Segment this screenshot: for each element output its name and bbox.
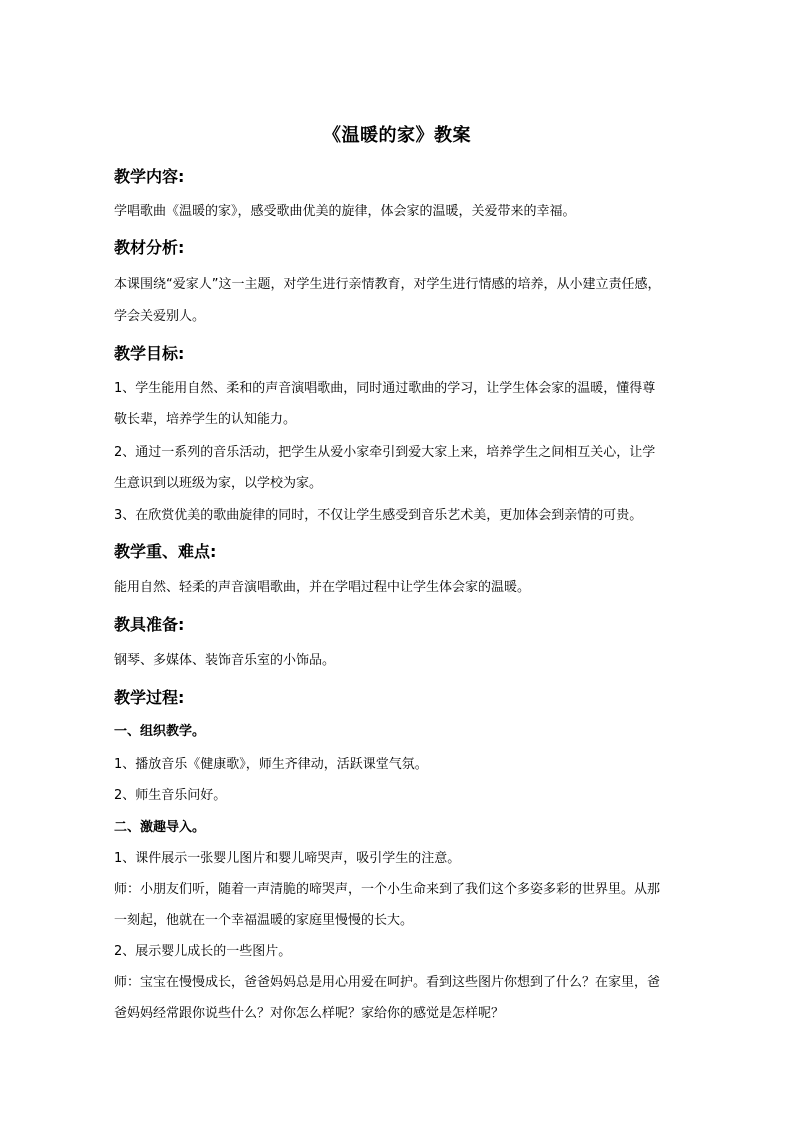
goal-3: 3、在欣赏优美的歌曲旋律的同时，不仅让学生感受到音乐艺术美，更加体会到亲情的可贵。 (114, 508, 643, 523)
goal-1-line-1: 1、学生能用自然、柔和的声音演唱歌曲，同时通过歌曲的学习，让学生体会家的温暖，懂得尊 (114, 381, 656, 396)
teacher-line-1a: 师：小朋友们听，随着一声清脆的啼哭声，一个小生命来到了我们这个多姿多彩的世界里。从那 (114, 882, 661, 897)
goal-2-line-2: 生意识到以班级为家，以学校为家。 (114, 476, 323, 491)
heading-key-points: 教学重、难点: (114, 542, 217, 561)
page-title: 《温暖的家》教案 (323, 125, 471, 146)
teacher-line-2b: 爸妈妈经常跟你说些什么？对你怎么样呢？家给你的感觉是怎样呢？ (114, 1006, 505, 1021)
analysis-text-line-1: 本课围绕“爱家人”这一主题，对学生进行亲情教育，对学生进行情感的培养，从小建立责任感， (114, 277, 661, 292)
heading-teaching-goals: 教学目标: (114, 344, 185, 363)
heading-materials: 教具准备: (114, 615, 185, 634)
teacher-line-1b: 一刻起，他就在一个幸福温暖的家庭里慢慢的长大。 (114, 913, 414, 928)
goal-1-line-2: 敬长辈，培养学生的认知能力。 (114, 412, 297, 427)
teacher-line-2a: 师：宝宝在慢慢成长，爸爸妈妈总是用心用爱在呵护。看到这些图片你想到了什么？在家里，爸 (114, 975, 661, 990)
key-points-text: 能用自然、轻柔的声音演唱歌曲，并在学唱过程中让学生体会家的温暖。 (114, 580, 531, 595)
process-step-2-item-1: 1、课件展示一张婴儿图片和婴儿啼哭声，吸引学生的注意。 (114, 851, 461, 866)
process-step-1-item-2: 2、师生音乐问好。 (114, 788, 227, 803)
goal-2-line-1: 2、通过一系列的音乐活动，把学生从爱小家牵引到爱大家上来，培养学生之间相互关心，让学 (114, 445, 656, 460)
process-step-1-item-1: 1、播放音乐《健康歌》，师生齐律动，活跃课堂气氛。 (114, 757, 428, 772)
process-step-2-item-2: 2、展示婴儿成长的一些图片。 (114, 944, 292, 959)
process-step-1-title: 一、组织教学。 (114, 724, 206, 739)
heading-material-analysis: 教材分析: (114, 238, 185, 257)
teaching-content-text: 学唱歌曲《温暖的家》，感受歌曲优美的旋律，体会家的温暖，关爱带来的幸福。 (114, 204, 576, 219)
analysis-text-line-2: 学会关爱别人。 (114, 309, 206, 324)
heading-teaching-content: 教学内容: (114, 167, 185, 186)
heading-teaching-process: 教学过程: (114, 688, 185, 707)
materials-text: 钢琴、多媒体、装饰音乐室的小饰品。 (114, 653, 336, 668)
process-step-2-title: 二、激趣导入。 (114, 820, 206, 835)
